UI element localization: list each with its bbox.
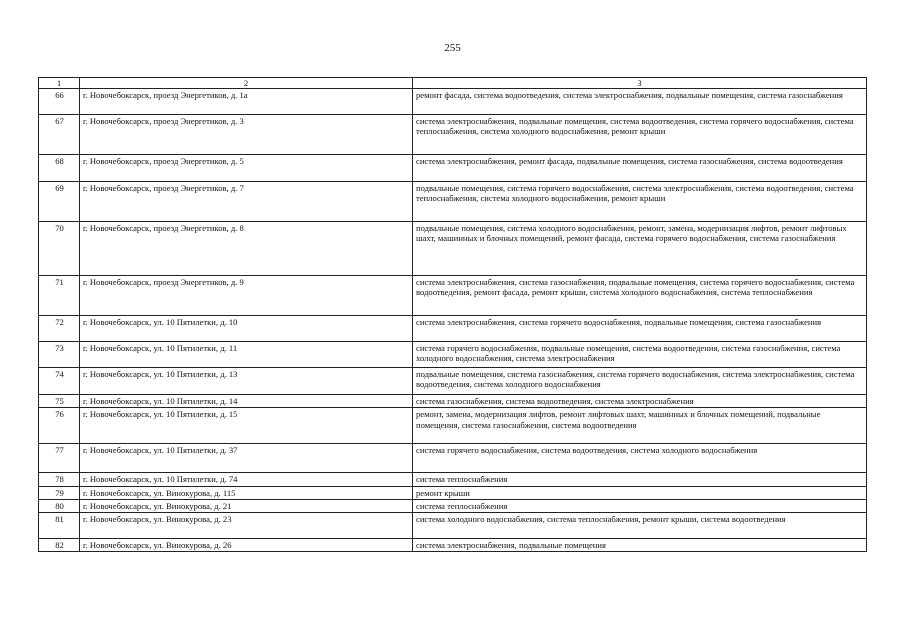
table-row bbox=[39, 222, 867, 276]
row-works: ремонт, замена, модернизация лифтов, ремонт лифтовых шахт, машинных и блочных помещений, подвальные помещения, система газоснабжения, система водоотведения bbox=[413, 408, 867, 444]
row-address: г. Новочебоксарск, ул. 10 Пятилетки, д. 14 bbox=[80, 395, 413, 408]
row-address: г. Новочебоксарск, ул. 10 Пятилетки, д. 11 bbox=[80, 342, 413, 368]
row-number: 82 bbox=[39, 539, 80, 552]
table-row bbox=[39, 444, 867, 473]
row-number: 71 bbox=[39, 276, 80, 316]
row-number: 74 bbox=[39, 368, 80, 395]
table-row bbox=[39, 513, 867, 539]
row-number: 80 bbox=[39, 499, 80, 512]
row-number: 67 bbox=[39, 115, 80, 155]
row-number: 78 bbox=[39, 473, 80, 486]
row-address: г. Новочебоксарск, ул. Винокурова, д. 23 bbox=[80, 513, 413, 539]
header-col-2: 2 bbox=[80, 78, 413, 89]
row-address: г. Новочебоксарск, ул. Винокурова, д. 26 bbox=[80, 539, 413, 552]
row-address: г. Новочебоксарск, ул. 10 Пятилетки, д. 74 bbox=[80, 473, 413, 486]
row-works: система холодного водоснабжения, система теплоснабжения, ремонт крыши, система водоотведения bbox=[413, 513, 867, 539]
row-number: 75 bbox=[39, 395, 80, 408]
table-row bbox=[39, 473, 867, 486]
row-works: ремонт крыши bbox=[413, 486, 867, 499]
table-row bbox=[39, 155, 867, 182]
row-works: подвальные помещения, система газоснабжения, система горячего водоснабжения, система электроснабжения, система водоотведения, система холодного водоснабжения bbox=[413, 368, 867, 395]
row-number: 69 bbox=[39, 182, 80, 222]
row-works: система теплоснабжения bbox=[413, 473, 867, 486]
header-col-1: 1 bbox=[39, 78, 80, 89]
row-works: система электроснабжения, ремонт фасада, подвальные помещения, система газоснабжения, система водоотведения bbox=[413, 155, 867, 182]
table-row bbox=[39, 89, 867, 115]
table-row bbox=[39, 368, 867, 395]
row-address: г. Новочебоксарск, ул. 10 Пятилетки, д. 10 bbox=[80, 316, 413, 342]
table-row bbox=[39, 539, 867, 552]
table-row bbox=[39, 486, 867, 499]
row-works: система электроснабжения, подвальные помещения bbox=[413, 539, 867, 552]
row-number: 68 bbox=[39, 155, 80, 182]
row-address: г. Новочебоксарск, проезд Энергетиков, д. 1а bbox=[80, 89, 413, 115]
table-row bbox=[39, 115, 867, 155]
row-address: г. Новочебоксарск, проезд Энергетиков, д. 9 bbox=[80, 276, 413, 316]
row-works: система горячего водоснабжения, система водоотведения, система холодного водоснабжения bbox=[413, 444, 867, 473]
row-number: 81 bbox=[39, 513, 80, 539]
row-works: система теплоснабжения bbox=[413, 499, 867, 512]
row-number: 70 bbox=[39, 222, 80, 276]
header-col-3: 3 bbox=[413, 78, 867, 89]
row-address: г. Новочебоксарск, ул. 10 Пятилетки, д. 13 bbox=[80, 368, 413, 395]
row-address: г. Новочебоксарск, ул. 10 Пятилетки, д. 37 bbox=[80, 444, 413, 473]
row-address: г. Новочебоксарск, ул. 10 Пятилетки, д. 15 bbox=[80, 408, 413, 444]
row-number: 76 bbox=[39, 408, 80, 444]
row-works: подвальные помещения, система холодного водоснабжения, ремонт, замена, модернизация лифтов, ремонт лифтовых шахт, машинных и блочных помещений, ремонт фасада, система горячего водоснабжения, система газоснабжения bbox=[413, 222, 867, 276]
row-works: подвальные помещения, система горячего водоснабжения, система электроснабжения, система водоотведения, система теплоснабжения, система холодного водоснабжения, ремонт крыши bbox=[413, 182, 867, 222]
row-address: г. Новочебоксарск, ул. Винокурова, д. 115 bbox=[80, 486, 413, 499]
row-works: система газоснабжения, система водоотведения, система электроснабжения bbox=[413, 395, 867, 408]
row-works: система горячего водоснабжения, подвальные помещения, система водоотведения, система газоснабжения, система холодного водоснабжения, система электроснабжения bbox=[413, 342, 867, 368]
row-works: ремонт фасада, система водоотведения, система электроснабжения, подвальные помещения, система газоснабжения bbox=[413, 89, 867, 115]
row-number: 72 bbox=[39, 316, 80, 342]
header-row bbox=[39, 78, 867, 89]
row-works: система электроснабжения, подвальные помещения, система водоотведения, система горячего водоснабжения, система теплоснабжения, система холодного водоснабжения, ремонт крыши bbox=[413, 115, 867, 155]
row-works: система электроснабжения, система газоснабжения, подвальные помещения, система горячего водоснабжения, система водоотведения, ремонт фасада, ремонт крыши, система холодного водоснабжения, система теплоснабжения bbox=[413, 276, 867, 316]
row-address: г. Новочебоксарск, проезд Энергетиков, д. 7 bbox=[80, 182, 413, 222]
page-number: 255 bbox=[444, 42, 461, 54]
table-row bbox=[39, 342, 867, 368]
row-works: система электроснабжения, система горячего водоснабжения, подвальные помещения, система газоснабжения bbox=[413, 316, 867, 342]
registry-table bbox=[38, 77, 867, 552]
table-row bbox=[39, 276, 867, 316]
row-address: г. Новочебоксарск, проезд Энергетиков, д. 5 bbox=[80, 155, 413, 182]
table-row bbox=[39, 316, 867, 342]
row-number: 66 bbox=[39, 89, 80, 115]
table-row bbox=[39, 408, 867, 444]
row-address: г. Новочебоксарск, проезд Энергетиков, д. 8 bbox=[80, 222, 413, 276]
table-row bbox=[39, 499, 867, 512]
row-address: г. Новочебоксарск, ул. Винокурова, д. 21 bbox=[80, 499, 413, 512]
row-number: 77 bbox=[39, 444, 80, 473]
table-row bbox=[39, 395, 867, 408]
table-row bbox=[39, 182, 867, 222]
row-number: 79 bbox=[39, 486, 80, 499]
row-address: г. Новочебоксарск, проезд Энергетиков, д. 3 bbox=[80, 115, 413, 155]
row-number: 73 bbox=[39, 342, 80, 368]
